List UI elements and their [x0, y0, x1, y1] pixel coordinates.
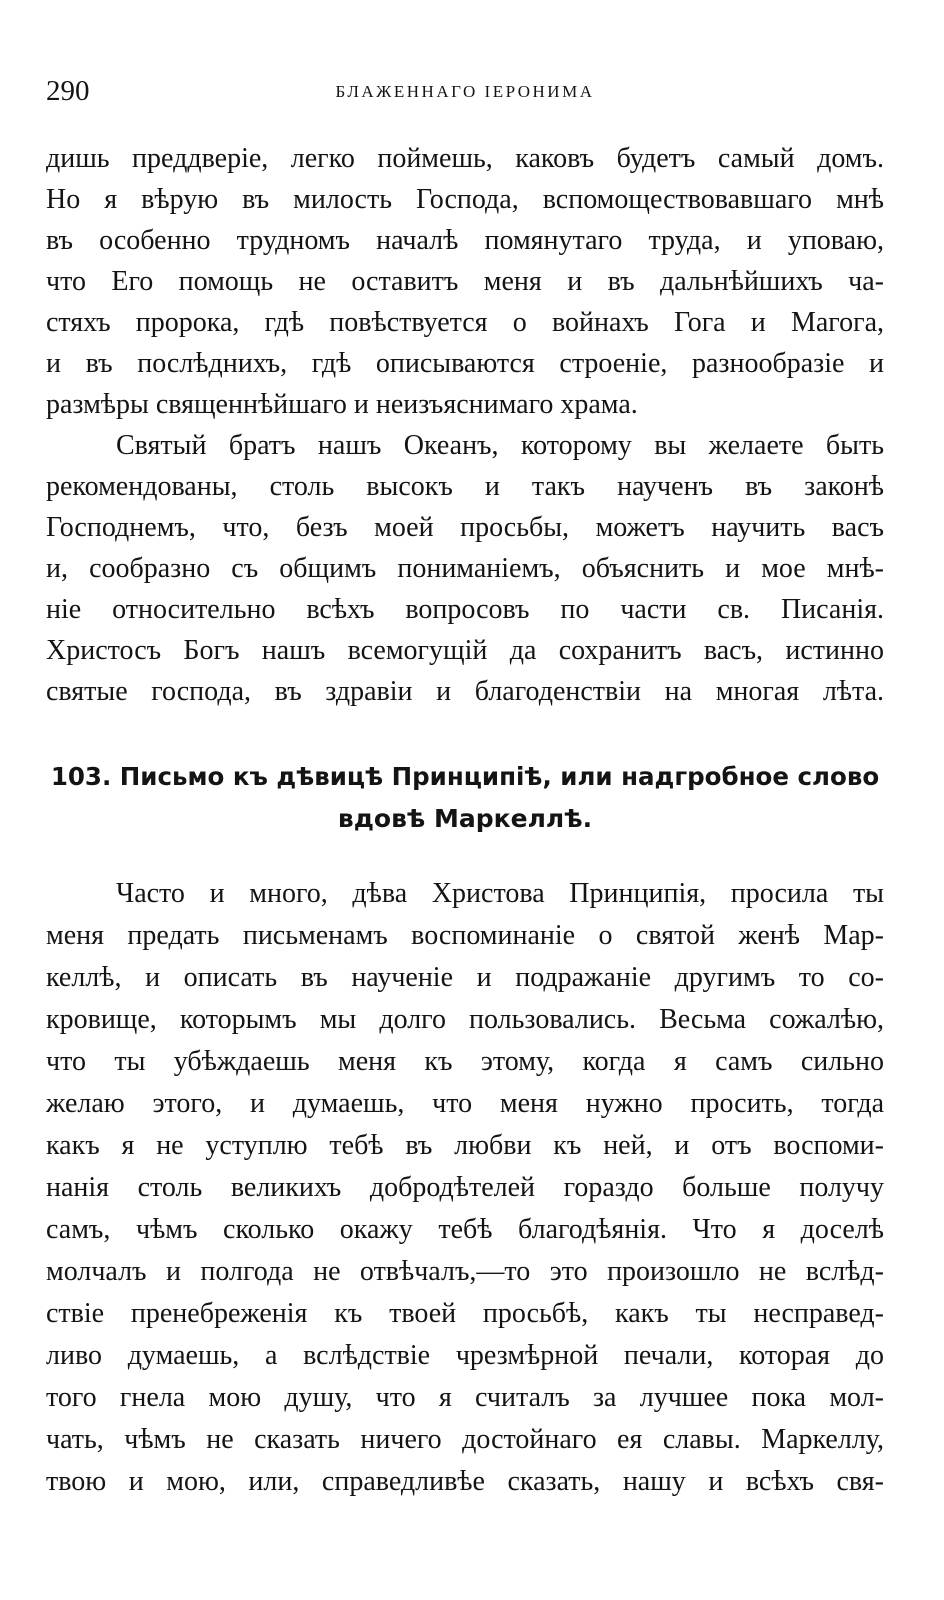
- text-line: нанія столь великихъ добродѣтелей гораздо больше получу: [46, 1172, 884, 1203]
- text-line: чать, чѣмъ не сказать ничего достойнаго ея славы. Маркеллу,: [46, 1424, 884, 1455]
- text-line: Часто и много, дѣва Христова Принципія, просила ты: [116, 878, 884, 909]
- text-line: ствіе пренебреженія къ твоей просьбѣ, какъ ты несправед-: [46, 1298, 884, 1329]
- text-line: и въ послѣднихъ, гдѣ описываются строеніе, разнообразіе и: [46, 348, 884, 379]
- running-title: БЛАЖЕННАГО ІЕРОНИМА: [335, 82, 595, 101]
- heading-line: вдовѣ Маркеллѣ.: [337, 804, 593, 833]
- page-number: 290: [46, 75, 90, 107]
- text-line: того гнела мою душу, что я считалъ за лучшее пока мол-: [46, 1382, 884, 1413]
- text-line: какъ я не уступлю тебѣ въ любви къ ней, и отъ воспоми-: [46, 1130, 884, 1161]
- text-line: ливо думаешь, а вслѣдствіе чрезмѣрной печали, которая до: [46, 1340, 884, 1371]
- text-line: меня предать письменамъ воспоминаніе о святой женѣ Мар-: [46, 920, 884, 951]
- text-line: желаю этого, и думаешь, что меня нужно просить, тогда: [46, 1088, 884, 1119]
- heading-line: 103. Письмо къ дѣвицѣ Принципіѣ, или надгробное слово: [50, 762, 880, 791]
- text-line: самъ, чѣмъ сколько окажу тебѣ благодѣянія. Что я доселѣ: [46, 1214, 884, 1245]
- text-line: келлѣ, и описать въ наученіе и подражаніе другимъ то со-: [46, 962, 884, 993]
- text-line: Святый братъ нашъ Океанъ, которому вы желаете быть: [116, 430, 884, 461]
- text-line: святые господа, въ здравіи и благоденствіи на многая лѣта.: [46, 676, 884, 707]
- running-head: [46, 74, 884, 108]
- text-line: молчалъ и полгода не отвѣчалъ,—то это произошло не вслѣд-: [46, 1256, 884, 1287]
- text-line: кровище, которымъ мы долго пользовались. Весьма сожалѣю,: [46, 1004, 884, 1035]
- text-line: что ты убѣждаешь меня къ этому, когда я самъ сильно: [46, 1046, 884, 1077]
- text-line: Христосъ Богъ нашъ всемогущій да сохранитъ васъ, истинно: [46, 635, 884, 666]
- text-line: въ особенно трудномъ началѣ помянутаго труда, и уповаю,: [46, 225, 884, 256]
- text-line: дишь преддверіе, легко поймешь, каковъ будетъ самый домъ.: [46, 143, 884, 174]
- text-line: Но я вѣрую въ милость Господа, вспомоществовавшаго мнѣ: [46, 184, 884, 215]
- text-line: рекомендованы, столь высокъ и такъ наученъ въ законѣ: [46, 471, 884, 502]
- text-line: Господнемъ, что, безъ моей просьбы, можетъ научить васъ: [46, 512, 884, 543]
- section-heading: [46, 756, 884, 840]
- text-line: и, сообразно съ общимъ пониманіемъ, объяснить и мое мнѣ-: [46, 553, 884, 584]
- text-line: ніе относительно всѣхъ вопросовъ по части св. Писанія.: [46, 594, 884, 625]
- text-line: размѣры священнѣйшаго и неизъяснимаго храма.: [46, 389, 638, 420]
- text-line: стяхъ пророка, гдѣ повѣствуется о войнахъ Гога и Магога,: [46, 307, 884, 338]
- text-line: твою и мою, или, справедливѣе сказать, нашу и всѣхъ свя-: [46, 1466, 884, 1497]
- text-line: что Его помощь не оставитъ меня и въ дальнѣйшихъ ча-: [46, 266, 884, 297]
